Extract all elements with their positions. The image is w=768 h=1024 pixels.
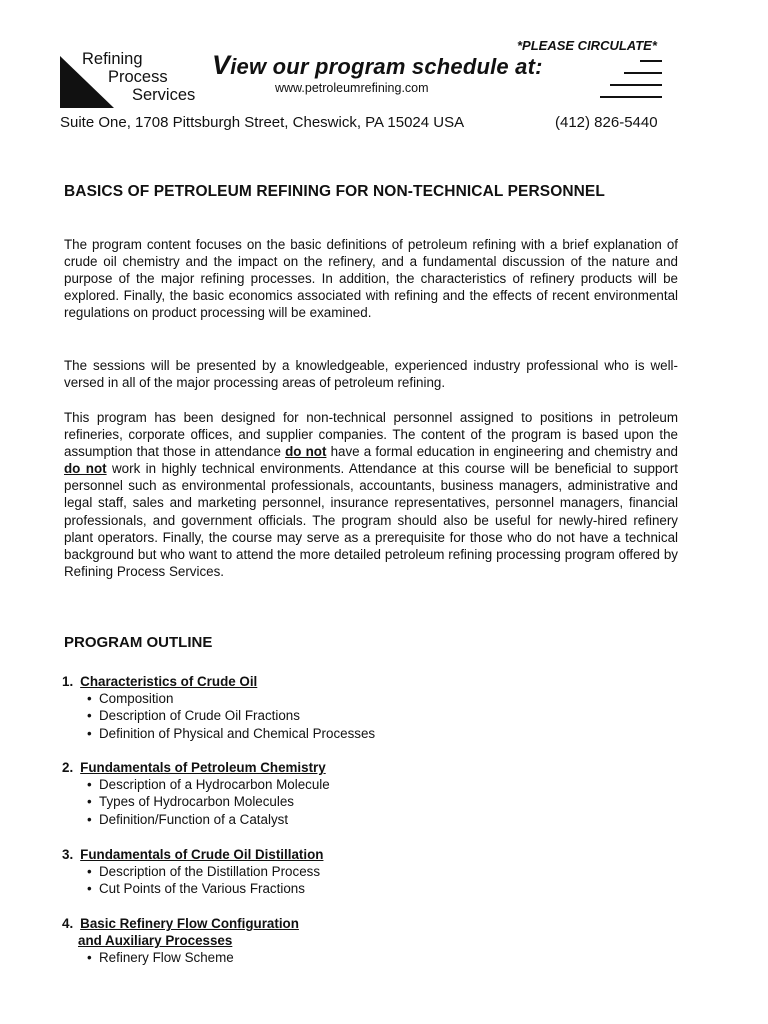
list-item: • Types of Hydrocarbon Molecules (87, 793, 330, 810)
section-heading: Basic Refinery Flow Configuration (80, 916, 299, 931)
program-outline-heading: PROGRAM OUTLINE (64, 634, 213, 651)
section-number: 3. (62, 847, 74, 862)
logo-text-process: Process (108, 68, 168, 86)
program-schedule-rest: iew our program schedule at: (230, 54, 543, 79)
section-heading: Fundamentals of Crude Oil Distillation (80, 847, 324, 862)
audience-paragraph: This program has been designed for non-technical personnel assigned to positions in petroleum refineries, corporate offices, and supplier companies. The content of the program is based upon the assumption that those in attendance do not have a formal education in engineering and chemistry and do not work in highly technical environments. Attendance at this course will be beneficial to support personnel such as environmental professionals, accountants, business managers, administrative and legal staff, sales and marketing personnel, insurance representatives, personnel managers, financial professionals, and government officials. The program should also be useful for newly-hired refinery plant operators. Finally, the course may serve as a prerequisite for those who do not have a technical background but who want to attend the more detailed petroleum refining processing program offered by Refining Process Services. (64, 410, 679, 579)
company-logo (58, 48, 231, 110)
section-heading: Characteristics of Crude Oil (80, 674, 258, 689)
company-address: Suite One, 1708 Pittsburgh Street, Cheswick, PA 15024 USA (60, 114, 465, 131)
logo-text-refining: Refining (82, 50, 143, 68)
list-item: • Description of a Hydrocarbon Molecule (87, 776, 330, 793)
list-item: • Cut Points of the Various Fractions (87, 880, 323, 897)
outline-section-1 (62, 673, 375, 742)
decorative-lines (598, 58, 662, 102)
intro-paragraph: The program content focuses on the basic definitions of petroleum refining with a brief explanation of crude oil chemistry and the impact on the refinery, and a fundamental discussion of the nature and purpose of the major refining processes. In addition, the characteristics of refinery products will be explored. Finally, the basic economics associated with refining and the effects of recent environmental regulations on product processing will be examined. (64, 237, 678, 321)
program-schedule-heading (212, 50, 543, 81)
company-phone: (412) 826-5440 (555, 114, 658, 131)
please-circulate-note: *PLEASE CIRCULATE* (517, 38, 657, 53)
outline-section-3 (62, 846, 323, 898)
section-heading-line2: and Auxiliary Processes (78, 933, 233, 948)
section-number: 1. (62, 674, 74, 689)
outline-section-2 (62, 759, 330, 828)
emphasis-do-not: do not (64, 461, 107, 477)
program-schedule-initial: V (212, 50, 231, 80)
section-number: 4. (62, 916, 74, 931)
outline-section-4 (62, 915, 299, 966)
list-item: • Refinery Flow Scheme (87, 949, 299, 966)
emphasis-do-not: do not (285, 444, 327, 460)
section-number: 2. (62, 760, 74, 775)
section-heading: Fundamentals of Petroleum Chemistry (80, 760, 326, 775)
document-title: BASICS OF PETROLEUM REFINING FOR NON-TECHNICAL PERSONNEL (64, 183, 605, 200)
list-item: • Description of Crude Oil Fractions (87, 707, 375, 724)
list-item: • Composition (87, 690, 375, 707)
website-link[interactable]: www.petroleumrefining.com (275, 81, 429, 95)
list-item: • Description of the Distillation Process (87, 863, 323, 880)
presenter-paragraph: The sessions will be presented by a knowledgeable, experienced industry professional who is well-versed in all of the major processing areas of petroleum refining. (64, 358, 678, 391)
logo-text-services: Services (132, 86, 196, 104)
list-item: • Definition/Function of a Catalyst (87, 811, 330, 828)
list-item: • Definition of Physical and Chemical Processes (87, 725, 375, 742)
